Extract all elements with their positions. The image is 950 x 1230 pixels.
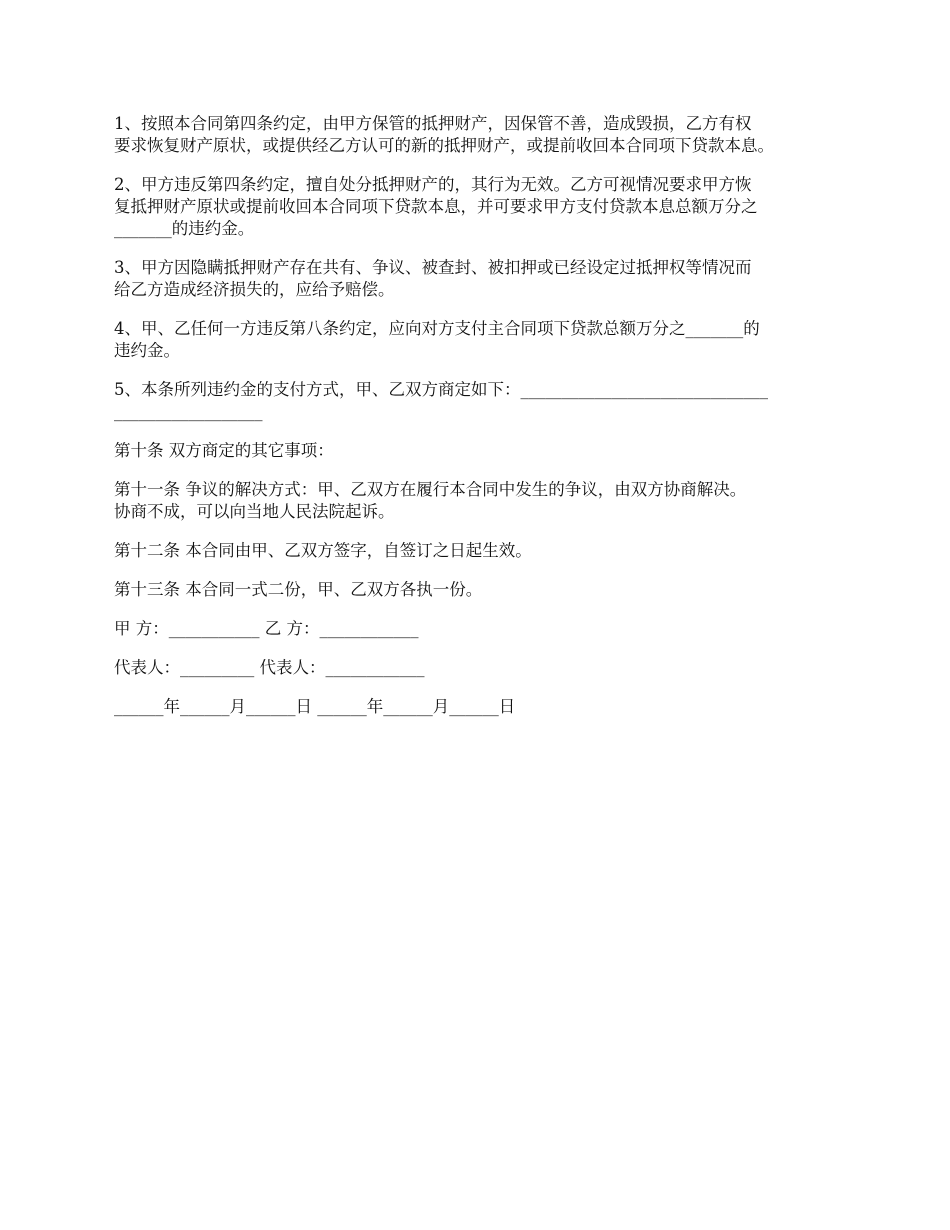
party-line-text: 甲 方：___________ 乙 方：____________ — [114, 619, 419, 638]
clause-1-line-1: 1、按照本合同第四条约定，由甲方保管的抵押财产，因保管不善，造成毁损，乙方有权 — [114, 114, 752, 133]
clause-4-line-2: 违约金。 — [114, 341, 180, 360]
article-12-text: 第十二条 本合同由甲、乙双方签字，自签订之日起生效。 — [114, 541, 532, 560]
clause-2-line-3: _______的违约金。 — [114, 219, 255, 238]
article-13-text: 第十三条 本合同一式二份，甲、乙双方各执一份。 — [114, 580, 483, 599]
article-10 — [114, 440, 854, 462]
representative-line-text: 代表人：_________ 代表人：____________ — [114, 658, 425, 677]
article-11 — [114, 479, 854, 523]
clause-4-line-1: 4、甲、乙任何一方违反第八条约定，应向对方支付主合同项下贷款总额万分之_______的 — [114, 319, 760, 338]
signature-date-line — [114, 696, 854, 718]
article-13 — [114, 579, 854, 601]
signature-representative-line — [114, 657, 854, 679]
clause-2-line-1: 2、甲方违反第四条约定，擅自处分抵押财产的，其行为无效。乙方可视情况要求甲方恢 — [114, 175, 752, 194]
clause-5 — [114, 379, 854, 423]
clause-2-line-2: 复抵押财产原状或提前收回本合同项下贷款本息，并可要求甲方支付贷款本息总额万分之 — [114, 197, 758, 216]
clause-3-line-1: 3、甲方因隐瞒抵押财产存在共有、争议、被查封、被扣押或已经设定过抵押权等情况而 — [114, 258, 752, 277]
article-11-line-2: 协商不成，可以向当地人民法院起诉。 — [114, 502, 395, 521]
article-12 — [114, 540, 854, 562]
clause-3 — [114, 257, 854, 301]
clause-1 — [114, 113, 854, 157]
clause-5-line-1: 5、本条所列违约金的支付方式，甲、乙双方商定如下：______________________________ — [114, 380, 768, 399]
clause-3-line-2: 给乙方造成经济损失的，应给予赔偿。 — [114, 280, 395, 299]
article-11-line-1: 第十一条 争议的解决方式：甲、乙双方在履行本合同中发生的争议，由双方协商解决。 — [114, 480, 747, 499]
clause-4 — [114, 318, 854, 362]
date-line-text: ______年______月______日 ______年______月______日 — [114, 697, 516, 716]
clause-1-line-2: 要求恢复财产原状，或提供经乙方认可的新的抵押财产，或提前收回本合同项下贷款本息。 — [114, 136, 774, 155]
article-10-text: 第十条 双方商定的其它事项： — [114, 441, 334, 460]
contract-page — [114, 113, 854, 735]
clause-5-line-2: __________________ — [114, 402, 263, 421]
clause-2 — [114, 174, 854, 240]
signature-party-line — [114, 618, 854, 640]
